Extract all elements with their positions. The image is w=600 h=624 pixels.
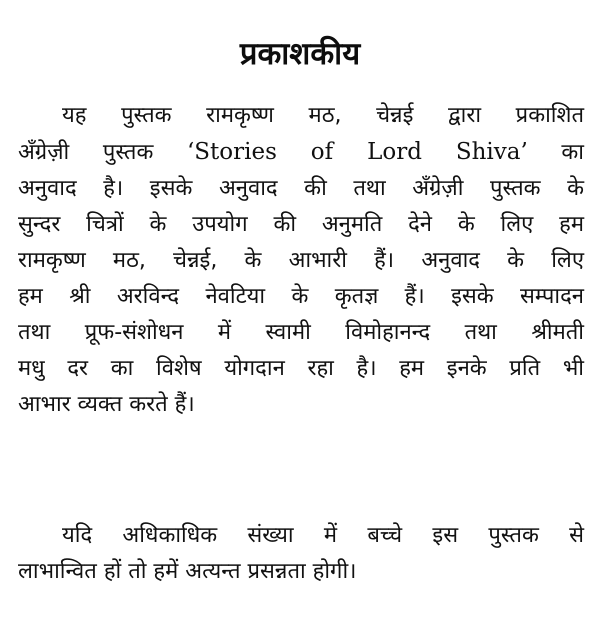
paragraph-line: यह पुस्तक रामकृष्ण मठ, चेन्नई द्वारा प्रकाशित (62, 103, 584, 128)
paragraph-line: आभार व्यक्त करते हैं। (18, 392, 195, 417)
paragraph-line: अँग्रेज़ी पुस्तक ‘Stories of Lord Shiva’ का (18, 139, 584, 165)
paragraph-2 (18, 518, 584, 590)
paragraph-line: लाभान्वित हों तो हमें अत्यन्त प्रसन्नता होगी। (18, 559, 357, 584)
paragraph-line: सुन्दर चित्रों के उपयोग की अनुमति देने के लिए हम (18, 212, 584, 237)
paragraph-line: यदि अधिकाधिक संख्या में बच्चे इस पुस्तक से (62, 523, 584, 548)
paragraph-line: रामकृष्ण मठ, चेन्नई, के आभारी हैं। अनुवाद के लिए (18, 248, 584, 273)
paragraph-line: तथा प्रूफ-संशोधन में स्वामी विमोहानन्द तथा श्रीमती (18, 320, 584, 345)
book-title-latin: ‘Stories of Lord Shiva’ (186, 139, 528, 165)
paragraph-line: हम श्री अरविन्द नेवटिया के कृतज्ञ हैं। इसके सम्पादन (18, 284, 584, 309)
paragraph-line: अनुवाद है। इसके अनुवाद की तथा अँग्रेज़ी पुस्तक के (18, 176, 584, 201)
paragraph-line: मधु दर का विशेष योगदान रहा है। हम इनके प्रति भी (18, 356, 584, 381)
page-title: प्रकाशकीय (239, 36, 361, 72)
paragraph-1 (18, 98, 584, 423)
